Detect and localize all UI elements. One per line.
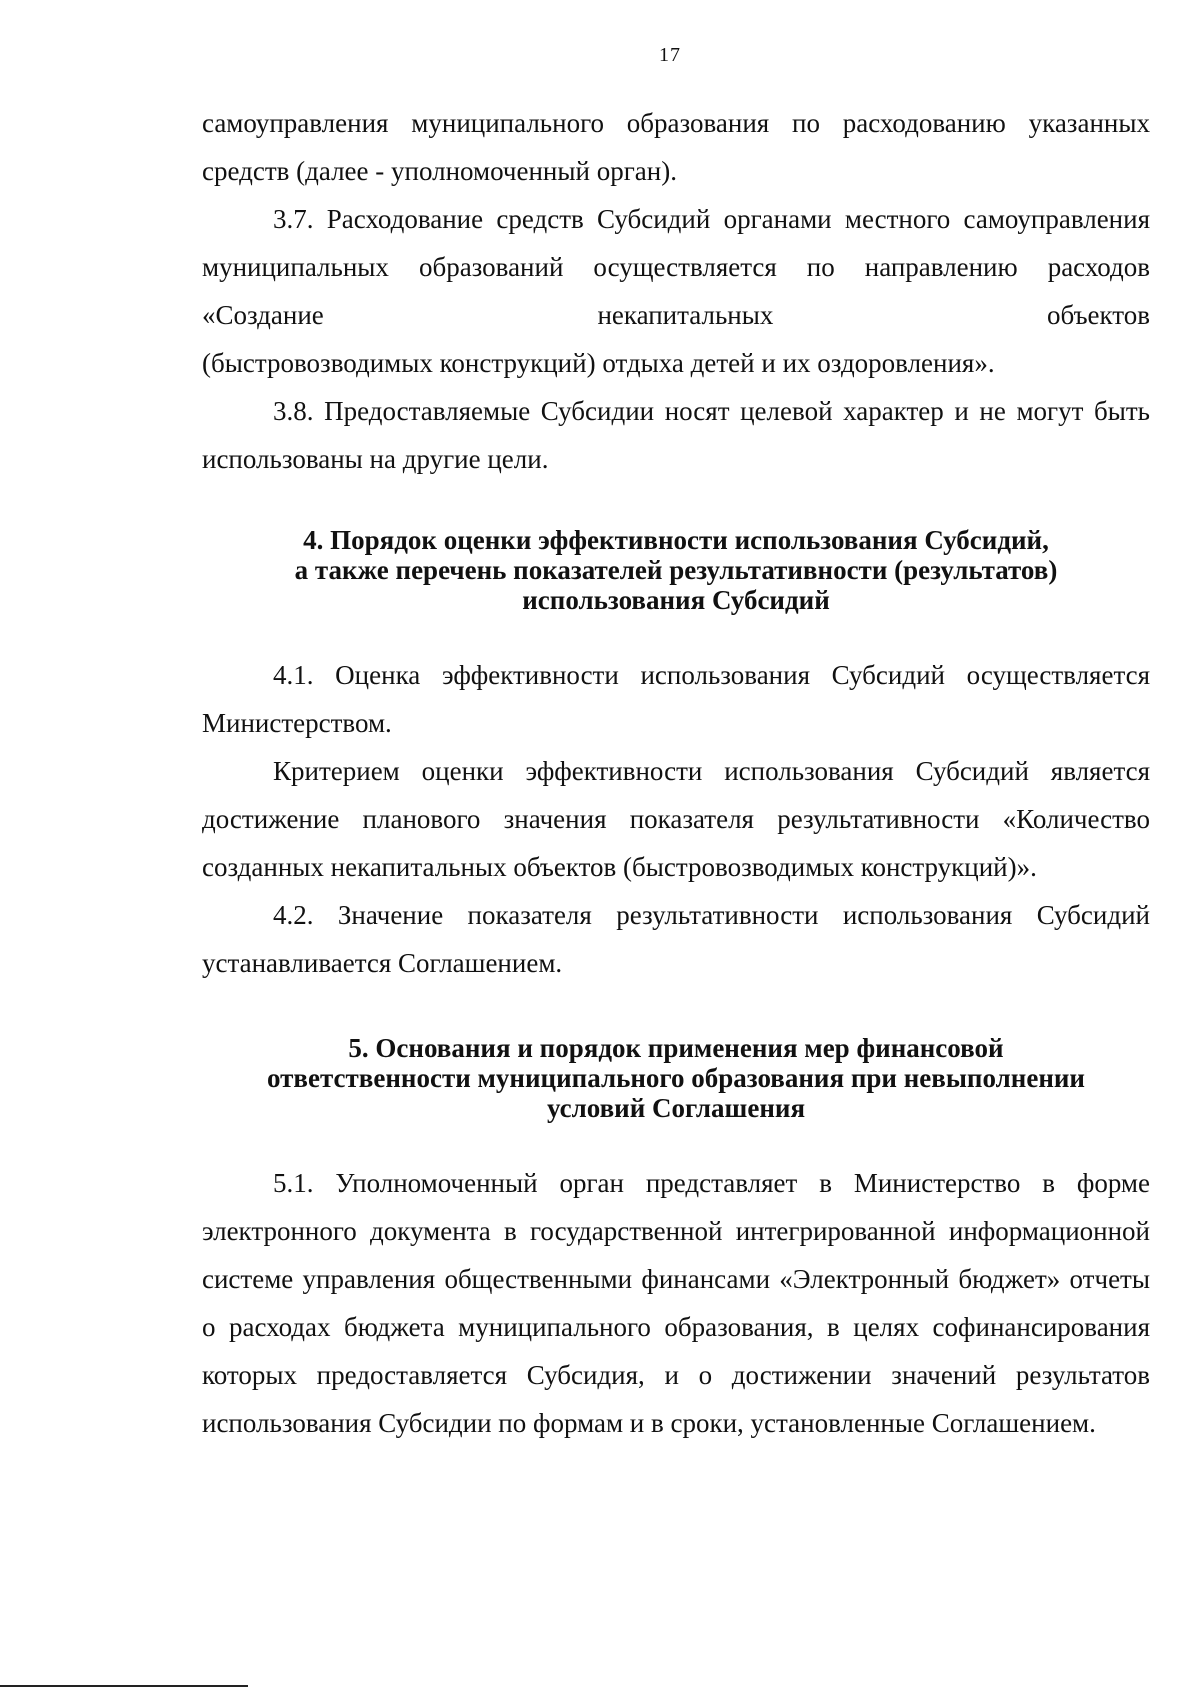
section-5-heading-line-3: условий Соглашения [546,1093,806,1123]
paragraph-continued-line: самоуправления муниципального образования по расходованию указанных [202,108,1150,138]
paragraph-5-1: 5.1. Уполномоченный орган представляет в Министерство в форме электронного документа в государственной интегрированной информационной системе управления общественными финансами «Электронный бюджет» отчеты о расходах бюджета муниципального образования, в целях софинансирования которых предоставляется Субсидия, и о достижении значений результатов использования Субсидии по формам и в сроки, установленные Соглашением. [202,1168,1150,1438]
page-number: 17 [659,44,681,66]
section-4-heading [202,525,1150,615]
paragraph-3-8: 3.8. Предоставляемые Субсидии носят целевой характер и не могут быть использованы на другие цели. [202,396,1150,474]
paragraph-continued-end: средств (далее - уполномоченный орган). [202,156,677,186]
section-4-heading-line-1: 4. Порядок оценки эффективности использования Субсидий, [303,525,1049,555]
section-5-heading [202,1033,1150,1123]
paragraph-4-1: 4.1. Оценка эффективности использования Субсидий осуществляется Министерством. [202,660,1150,738]
section-4-heading-line-2: а также перечень показателей результативности (результатов) [294,555,1058,585]
paragraph-4-1-criteria: Критерием оценки эффективности использования Субсидий является достижение планового значения показателя результативности «Количество созданных некапитальных объектов (быстровозводимых конструкций)». [202,756,1150,882]
paragraph-4-2: 4.2. Значение показателя результативности использования Субсидий устанавливается Соглашением. [202,900,1150,978]
footer-rule [0,1685,248,1687]
section-4-heading-line-3: использования Субсидий [522,585,830,615]
paragraph-3-7-end: (быстровозводимых конструкций) отдыха детей и их оздоровления». [202,348,995,378]
paragraph-3-7: 3.7. Расходование средств Субсидий органами местного самоуправления муниципальных образований осуществляется по направлению расходов «Создание некапитальных объектов [202,204,1150,330]
section-5-heading-line-1: 5. Основания и порядок применения мер финансовой [348,1033,1004,1063]
section-5-heading-line-2: ответственности муниципального образования при невыполнении [266,1063,1085,1093]
page-content [202,99,1150,1447]
